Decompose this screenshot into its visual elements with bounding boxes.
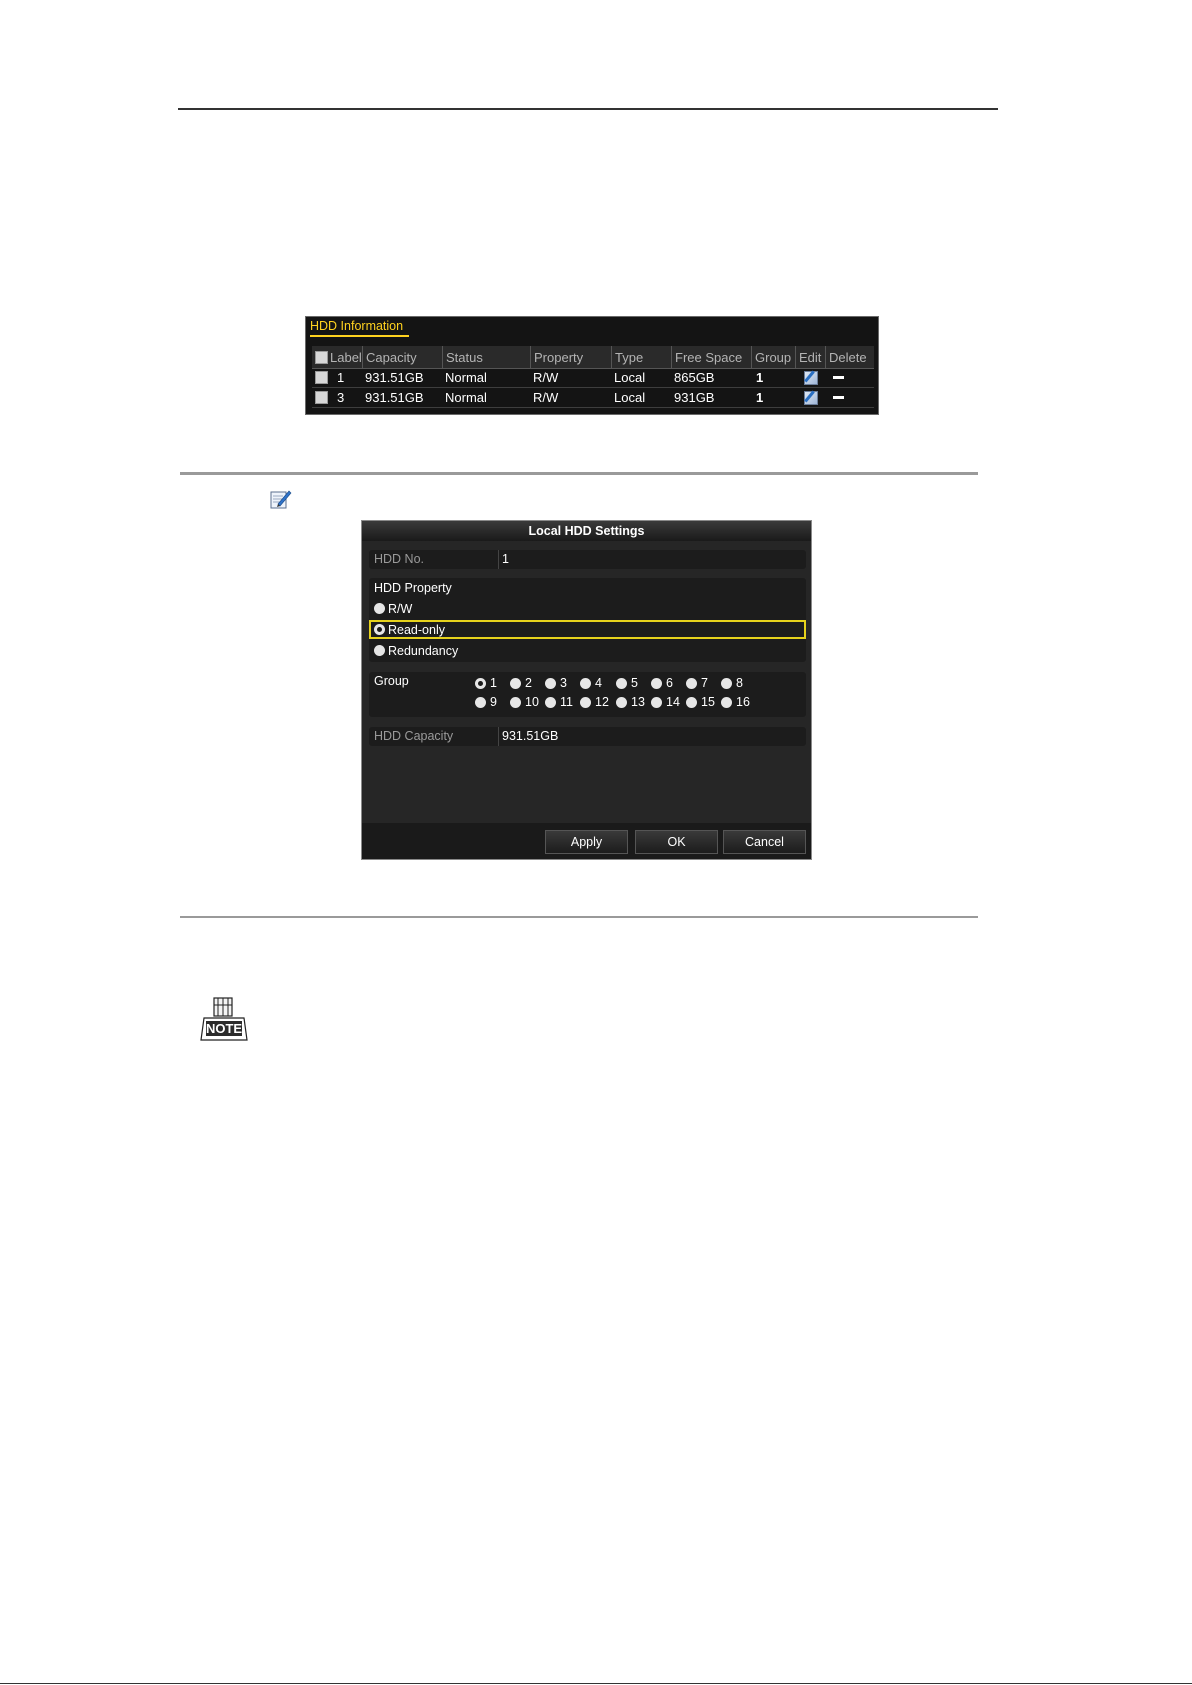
group-option-5[interactable]: 5 <box>616 675 638 691</box>
note-icon <box>198 996 250 1041</box>
property-option-rw[interactable]: R/W <box>369 599 806 618</box>
col-delete: Delete <box>825 346 874 368</box>
group-option-2[interactable]: 2 <box>510 675 532 691</box>
property-option-redundancy[interactable]: Redundancy <box>369 641 806 660</box>
col-label: Label <box>312 346 362 368</box>
group-option-10[interactable]: 10 <box>510 694 539 710</box>
hdd-no-value: 1 <box>502 552 509 566</box>
edit-icon[interactable] <box>804 371 818 385</box>
hdd-information-tab[interactable]: HDD Information <box>310 319 404 333</box>
cell-type: Local <box>614 390 646 405</box>
hdd-capacity-value: 931.51GB <box>502 729 559 743</box>
col-property: Property <box>530 346 611 368</box>
col-group: Group <box>751 346 795 368</box>
radio-icon[interactable] <box>510 697 521 708</box>
col-status: Status <box>442 346 530 368</box>
radio-icon[interactable] <box>545 697 556 708</box>
group-option-11[interactable]: 11 <box>545 694 573 710</box>
delete-icon[interactable] <box>833 376 844 379</box>
col-type: Type <box>611 346 671 368</box>
group-option-6[interactable]: 6 <box>651 675 673 691</box>
ok-button[interactable]: OK <box>635 830 718 854</box>
cell-status: Normal <box>445 390 487 405</box>
hdd-property-heading: HDD Property <box>374 580 452 595</box>
radio-icon[interactable] <box>374 645 385 656</box>
cell-capacity: 931.51GB <box>365 390 424 405</box>
cell-type: Local <box>614 370 646 385</box>
field-divider <box>498 550 499 569</box>
edit-icon <box>270 488 292 510</box>
radio-selected-icon[interactable] <box>374 624 385 635</box>
section-rule-top <box>180 472 978 475</box>
cell-capacity: 931.51GB <box>365 370 424 385</box>
cell-status: Normal <box>445 370 487 385</box>
radio-icon[interactable] <box>616 678 627 689</box>
table-row[interactable]: 1 931.51GB Normal R/W Local 865GB 1 <box>312 368 874 388</box>
radio-icon[interactable] <box>616 697 627 708</box>
group-label: Group <box>374 674 409 688</box>
select-all-checkbox[interactable] <box>315 351 328 364</box>
table-header <box>312 346 874 369</box>
col-capacity: Capacity <box>362 346 442 368</box>
tab-underline <box>310 335 409 337</box>
field-divider <box>498 727 499 746</box>
group-option-4[interactable]: 4 <box>580 675 602 691</box>
group-option-16[interactable]: 16 <box>721 694 750 710</box>
radio-icon[interactable] <box>686 678 697 689</box>
radio-icon[interactable] <box>510 678 521 689</box>
hdd-information-panel <box>305 316 879 415</box>
hdd-no-field <box>369 550 806 569</box>
footer-rule <box>0 1683 1192 1684</box>
radio-icon[interactable] <box>721 678 732 689</box>
group-option-14[interactable]: 14 <box>651 694 680 710</box>
radio-icon[interactable] <box>545 678 556 689</box>
cell-group: 1 <box>756 390 764 405</box>
header-rule <box>178 108 998 110</box>
row-checkbox[interactable] <box>315 371 328 384</box>
dialog-title: Local HDD Settings <box>362 521 811 541</box>
group-option-12[interactable]: 12 <box>580 694 609 710</box>
radio-icon[interactable] <box>580 697 591 708</box>
hdd-capacity-field <box>369 727 806 746</box>
group-option-13[interactable]: 13 <box>616 694 645 710</box>
table-row[interactable]: 3 931.51GB Normal R/W Local 931GB 1 <box>312 388 874 408</box>
apply-button[interactable]: Apply <box>545 830 628 854</box>
col-free-space: Free Space <box>671 346 751 368</box>
dialog-footer <box>362 823 811 859</box>
radio-icon[interactable] <box>721 697 732 708</box>
row-checkbox[interactable] <box>315 391 328 404</box>
group-option-15[interactable]: 15 <box>686 694 715 710</box>
radio-icon[interactable] <box>475 697 486 708</box>
svg-text:NOTE: NOTE <box>205 1021 243 1036</box>
group-option-1[interactable]: 1 <box>475 675 497 691</box>
property-option-read-only[interactable]: Read-only <box>369 620 806 639</box>
group-option-8[interactable]: 8 <box>721 675 743 691</box>
radio-icon[interactable] <box>651 697 662 708</box>
section-rule-bottom <box>180 916 978 918</box>
delete-icon[interactable] <box>833 396 844 399</box>
cell-property: R/W <box>533 370 559 385</box>
hdd-capacity-label: HDD Capacity <box>374 729 454 743</box>
cell-free-space: 865GB <box>674 370 715 385</box>
group-option-7[interactable]: 7 <box>686 675 708 691</box>
cell-group: 1 <box>756 370 764 385</box>
edit-icon[interactable] <box>804 391 818 405</box>
radio-icon[interactable] <box>651 678 662 689</box>
cancel-button[interactable]: Cancel <box>723 830 806 854</box>
group-option-9[interactable]: 9 <box>475 694 497 710</box>
radio-icon[interactable] <box>580 678 591 689</box>
local-hdd-settings-dialog <box>361 520 812 860</box>
col-edit: Edit <box>795 346 825 368</box>
group-option-3[interactable]: 3 <box>545 675 567 691</box>
cell-free-space: 931GB <box>674 390 715 405</box>
radio-icon[interactable] <box>686 697 697 708</box>
hdd-no-label: HDD No. <box>374 552 425 566</box>
radio-selected-icon[interactable] <box>475 678 486 689</box>
radio-icon[interactable] <box>374 603 385 614</box>
cell-property: R/W <box>533 390 559 405</box>
